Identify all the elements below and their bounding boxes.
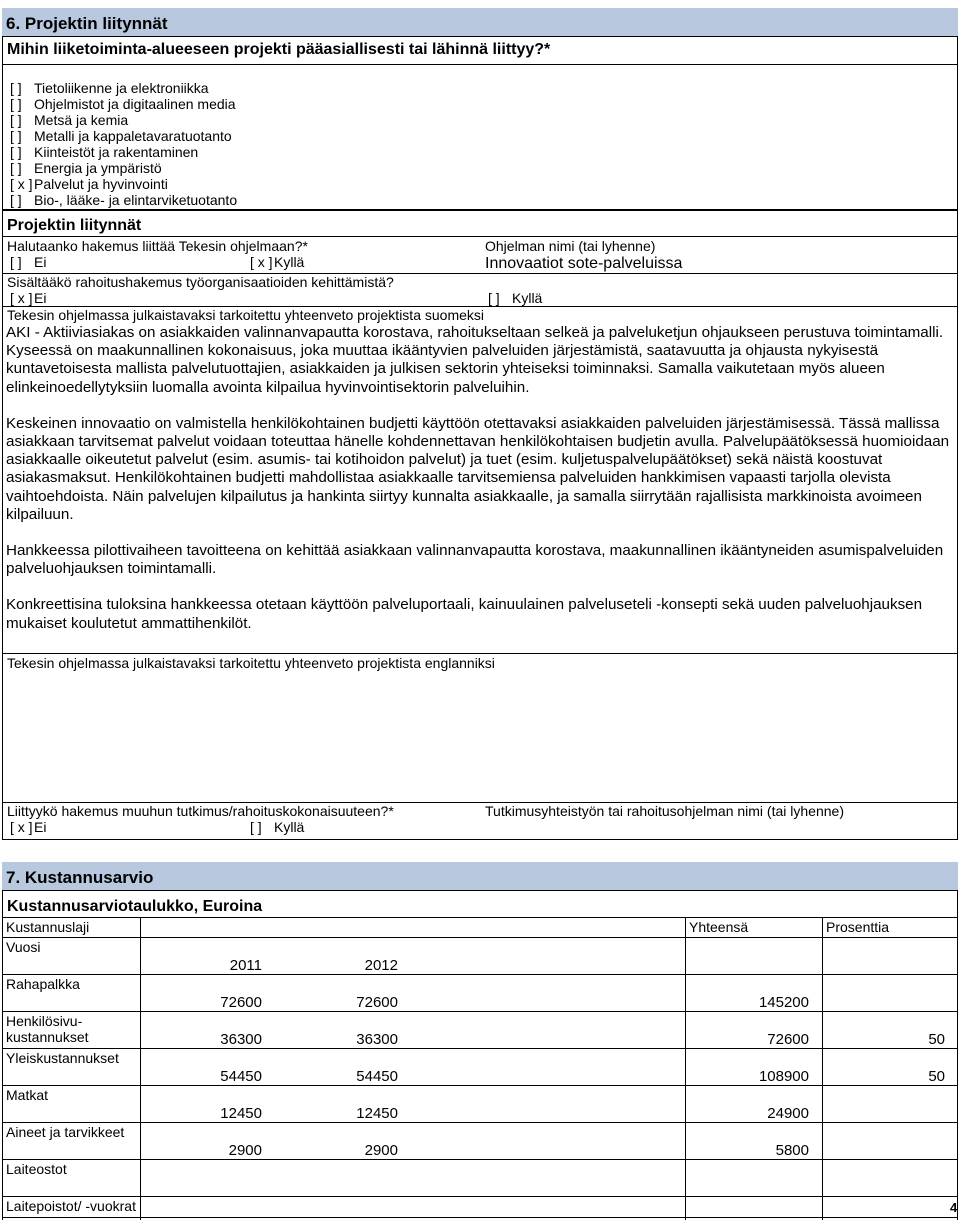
cell-year1[interactable]: 72600 xyxy=(220,994,262,1011)
divider xyxy=(2,236,958,237)
related-no-option[interactable]: [ x ]Ei xyxy=(10,819,47,835)
cell-year2[interactable]: 2012 xyxy=(364,957,398,974)
section-6-title: 6. Projektin liitynnät xyxy=(6,14,168,33)
area-option-realestate[interactable]: [ ] Kiinteistöt ja rakentaminen xyxy=(10,144,199,160)
cell-year2[interactable]: 2900 xyxy=(364,1142,398,1159)
summary-fi-text[interactable] xyxy=(6,324,956,651)
divider xyxy=(2,653,958,654)
cell-year1[interactable]: 2900 xyxy=(228,1142,262,1159)
area-option-energy[interactable]: [ ] Energia ja ympäristö xyxy=(10,160,162,176)
table-col-line xyxy=(140,917,141,1220)
area-option-forest[interactable]: [ ] Metsä ja kemia xyxy=(10,112,129,128)
cell-year2[interactable]: 36300 xyxy=(356,1031,398,1048)
table-col-line xyxy=(822,917,823,1220)
row-label: Vuosi xyxy=(6,939,41,955)
row-label-line: kustannukset xyxy=(6,1029,89,1045)
work-org-yes-option[interactable]: [ ] Kyllä xyxy=(488,290,543,306)
cell-total[interactable]: 72600 xyxy=(767,1031,809,1048)
area-option-services[interactable]: [ x ]Palvelut ja hyvinvointi xyxy=(10,176,168,192)
row-label: Laitepoistot/ -vuokrat xyxy=(6,1198,136,1214)
row-label: Yleiskustannukset xyxy=(6,1050,119,1066)
cell-percent[interactable]: 50 xyxy=(928,1068,945,1085)
summary-fi-paragraph: Keskeinen innovaatio on valmistella henkilökohtainen budjetti käyttöön otettavaksi asiakkaiden palveluiden järjestämisessä. Tässä mallissa asiakkaan tarvitsemat palvelut voidaan toteuttaa hänelle kohdennettavan henkilökohtaisen budjetin avulla. Palvelupäätöksessä huomioidaan asiakkaalle oikeutetut palvelut (esim. asumis- tai kotihoidon palvelut) ja tuet (esim. kuljetuspalvelupäätökset) sekä näistä koostuvat asiakasmaksut. Henkilökohtainen budjetti mahdollistaa asiakkaalle tarvitsemiensa palveluiden hankkimisen vapaasti tarjolla olevista vaihtoehdoista. Näin palvelujen kilpailutus ja hankinta siirtyy kunnalta asiakkaalle, ja samalla siirrytään rajallisista markkinoista avoimeen kilpailuun. xyxy=(6,414,950,523)
summary-en-label: Tekesin ohjelmassa julkaistavaksi tarkoitettu yhteenveto projektista englanniksi xyxy=(7,655,495,671)
cost-table xyxy=(2,890,958,1220)
program-name-label: Ohjelman nimi (tai lyhenne) xyxy=(485,238,656,254)
related-name-label: Tutkimusyhteistyön tai rahoitusohjelman nimi (tai lyhenne) xyxy=(485,803,844,819)
summary-fi-paragraph: Hankkeessa pilottivaiheen tavoitteena on kehittää asiakkaan valinnanvapautta korostava, maakunnallinen ikääntyneiden asumispalveluiden palveluohjauksen toimintamalli. xyxy=(6,542,944,578)
cost-table-title: Kustannusarviotaulukko, Euroina xyxy=(7,898,263,915)
tekes-program-question: Halutaanko hakemus liittää Tekesin ohjelmaan?* xyxy=(7,238,308,254)
cell-year1[interactable]: 12450 xyxy=(220,1105,262,1122)
summary-en-text[interactable] xyxy=(6,674,954,798)
cell-year1[interactable]: 2011 xyxy=(229,957,262,974)
table-col-line xyxy=(685,917,686,1220)
col-header-type: Kustannuslaji xyxy=(6,919,90,935)
program-name-value[interactable]: Innovaatiot sote-palveluissa xyxy=(485,255,683,272)
business-area-question: Mihin liiketoiminta-alueeseen projekti pääasiallisesti tai lähinnä liittyy?* xyxy=(7,41,551,58)
related-project-question: Liittyykö hakemus muuhun tutkimus/rahoituskokonaisuuteen?* xyxy=(7,803,394,819)
row-label: Matkat xyxy=(6,1087,49,1103)
cell-percent[interactable]: 50 xyxy=(928,1031,945,1048)
summary-fi-label: Tekesin ohjelmassa julkaistavaksi tarkoitettu yhteenveto projektista suomeksi xyxy=(7,307,485,323)
project-links-heading: Projektin liitynnät xyxy=(7,217,142,234)
cell-year2[interactable]: 72600 xyxy=(356,994,398,1011)
cell-year1[interactable]: 54450 xyxy=(220,1068,262,1085)
row-label: Laiteostot xyxy=(6,1161,67,1177)
section-7-header xyxy=(2,862,958,890)
summary-fi-paragraph: AKI - Aktiiviasiakas on asiakkaiden valinnanvapautta korostava, rahoitukseltaan selkeä ja palveluketjun ohjaukseen perustuva toimintamalli. Kyseessä on maakunnallinen kokonaisuus, joka muuttaa ikääntyvien palveluiden järjestämistä, saatavuutta ja ohjausta nykyisestä kuntavetoisesta mallista palvelutuottajien, asiakkaiden ja julkisen sektorin yhteiseksi toiminnaksi. Samalla vaikutetaan myös alueen elinkeinoedellytyksiin luomalla avointa kilpailua hyvinvointisektorin palveluihin. xyxy=(6,324,944,396)
col-header-percent: Prosenttia xyxy=(826,919,890,935)
cell-total[interactable]: 145200 xyxy=(758,994,809,1011)
area-option-metal[interactable]: [ ] Metalli ja kappaletavaratuotanto xyxy=(10,128,232,144)
row-label xyxy=(6,1013,89,1045)
row-label: Aineet ja tarvikkeet xyxy=(6,1124,125,1140)
work-org-no-option[interactable]: [ x ]Ei xyxy=(10,290,47,306)
divider xyxy=(2,917,958,918)
cell-total[interactable]: 108900 xyxy=(758,1068,809,1085)
divider xyxy=(2,64,958,65)
row-label: Rahapalkka xyxy=(6,976,80,992)
col-header-total: Yhteensä xyxy=(689,919,749,935)
work-org-question: Sisältääkö rahoitushakemus työorganisaatioiden kehittämistä? xyxy=(7,274,394,290)
related-yes-option[interactable]: [ ] Kyllä xyxy=(250,819,305,835)
tekes-no-option[interactable]: [ ] Ei xyxy=(10,254,47,270)
area-option-telecom[interactable]: [ ] Tietoliikenne ja elektroniikka xyxy=(10,80,209,96)
area-option-bio[interactable]: [ ] Bio-, lääke- ja elintarviketuotanto xyxy=(10,192,238,208)
area-option-software[interactable]: [ ] Ohjelmistot ja digitaalinen media xyxy=(10,96,236,112)
summary-fi-paragraph: Konkreettisina tuloksina hankkeessa otetaan käyttöön palveluportaali, kainuulainen palveluseteli -konsepti sekä uuden palveluohjauksen mukaiset koulutetut ammattihenkilöt. xyxy=(6,596,923,632)
section-6-header xyxy=(2,8,958,36)
cell-year2[interactable]: 12450 xyxy=(356,1105,398,1122)
row-label-line: Henkilösivu- xyxy=(6,1013,83,1029)
cell-total[interactable]: 24900 xyxy=(767,1105,809,1122)
divider xyxy=(2,937,958,938)
cell-total[interactable]: 5800 xyxy=(775,1142,809,1159)
section-7-title: 7. Kustannusarvio xyxy=(6,868,154,887)
cell-year2[interactable]: 54450 xyxy=(356,1068,398,1085)
cell-year1[interactable]: 36300 xyxy=(220,1031,262,1048)
page-number: 4 xyxy=(950,1200,958,1215)
tekes-yes-option[interactable]: [ x ]Kyllä xyxy=(250,254,305,270)
